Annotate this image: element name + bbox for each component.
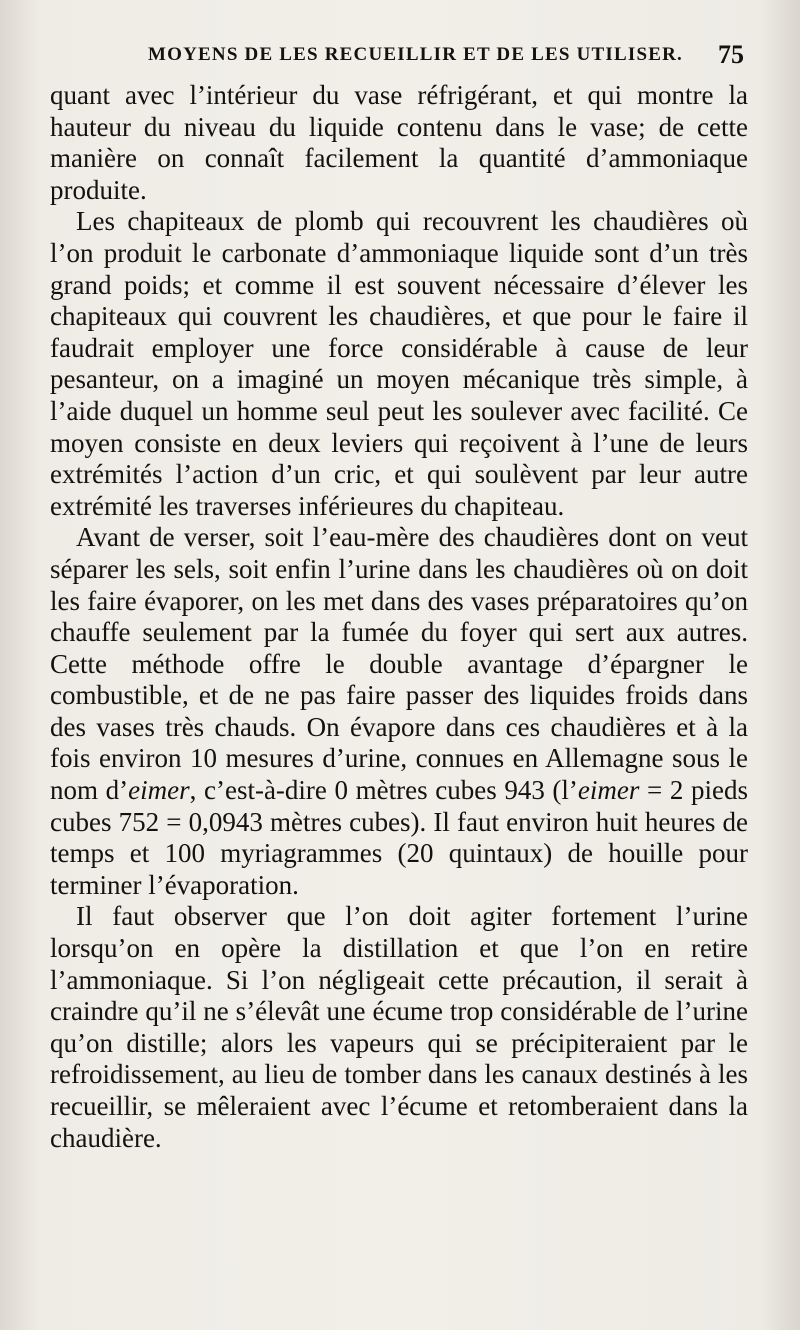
paragraph-chapiteaux: Les chapiteaux de plomb qui recouvrent les chaudières où l’on produit le carbonate d’ammoniaque liquide sont d’un très grand poids; et comme il est souvent nécessaire d’élever les chapiteaux qui couvrent les chaudières, et que pour le faire il faudrait employer une force considérable à cause de leur pesanteur, on a imaginé un moyen mécanique très simple, à l’aide duquel un homme seul peut les soulever avec facilité. Ce moyen consiste en deux leviers qui reçoivent à l’une de leurs extrémités l’action d’un cric, et qui soulèvent par leur autre extrémité les traverses inférieures du chapiteau. [50, 206, 748, 521]
paragraph-continuation: quant avec l’intérieur du vase réfrigérant, et qui montre la hauteur du niveau du liquide contenu dans le vase; de cette manière on connaît facilement la quantité d’ammoniaque produite. [50, 80, 748, 205]
page-number: 75 [718, 40, 744, 69]
running-title: MOYENS DE LES RECUEILLIR ET DE LES UTILISER. [148, 44, 683, 65]
paragraph-distillation: Il faut observer que l’on doit agiter fortement l’urine lorsqu’on en opère la distillation et que l’on en retire l’ammoniaque. Si l’on négligeait cette précaution, il serait à craindre qu’il ne s’élevât une écume trop considérable de l’urine qu’on distille; alors les vapeurs qui se précipiteraient par le refroidissement, au lieu de tomber dans les canaux destinés à les recueillir, se mêleraient avec l’écume et retomberaient dans la chaudière. [50, 901, 748, 1153]
italic-term: eimer [577, 775, 640, 806]
running-header [52, 40, 744, 74]
paragraph-evaporation: Avant de verser, soit l’eau-mère des chaudières dont on veut séparer les sels, soit enfin l’urine dans les chaudières où on doit les faire évaporer, on les met dans des vases préparatoires qu’on chauffe seulement par la fumée du foyer qui sert aux autres. Cette méthode offre le double avantage d’épargner le combustible, et de ne pas faire passer des liquides froids dans des vases très chauds. On évapore dans ces chaudières et à la fois environ 10 mesures d’urine, connues en Allemagne sous le nom d’eimer, c’est-à-dire 0 mètres cubes 943 (l’eimer = 2 pieds cubes 752 = 0,0943 mètres cubes). Il faut environ huit heures de temps et 100 myriagrammes (20 quintaux) de houille pour terminer l’évaporation. [50, 522, 748, 900]
body-text [50, 80, 748, 1154]
italic-term: eimer [128, 775, 190, 806]
